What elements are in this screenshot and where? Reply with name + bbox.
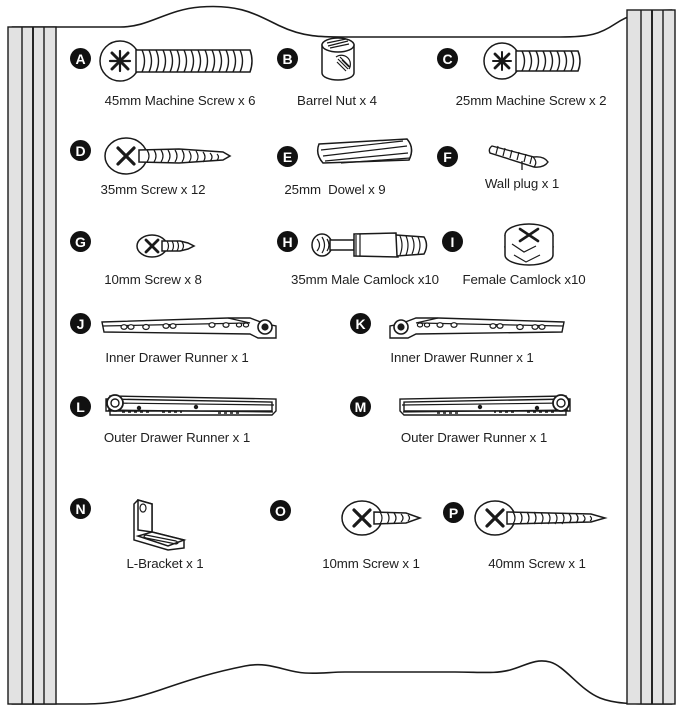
part-label-B: Barrel Nut x 4 bbox=[297, 93, 377, 108]
part-label-F: Wall plug x 1 bbox=[484, 176, 560, 191]
part-badge-P: P bbox=[443, 502, 464, 523]
machine-screw-long-icon bbox=[98, 40, 254, 82]
wood-screw-icon bbox=[103, 137, 231, 175]
part-badge-L: L bbox=[70, 396, 91, 417]
long-wood-screw-icon bbox=[473, 500, 609, 538]
short-wood-screw-icon bbox=[340, 500, 424, 538]
part-badge-G: G bbox=[70, 231, 91, 252]
part-label-E: 25mm Dowel x 9 bbox=[284, 182, 386, 197]
part-label-P: 40mm Screw x 1 bbox=[488, 556, 586, 571]
part-label-K: Inner Drawer Runner x 1 bbox=[390, 350, 534, 365]
inner-drawer-runner-right-icon bbox=[386, 312, 566, 344]
part-badge-C: C bbox=[437, 48, 458, 69]
part-badge-F: F bbox=[437, 146, 458, 167]
part-label-H: 35mm Male Camlock x10 bbox=[291, 272, 439, 287]
part-badge-J: J bbox=[70, 313, 91, 334]
part-label-D: 35mm Screw x 12 bbox=[100, 182, 206, 197]
part-badge-N: N bbox=[70, 498, 91, 519]
right-binding bbox=[627, 10, 675, 704]
short-screw-icon bbox=[136, 232, 196, 260]
dowel-icon bbox=[311, 136, 417, 166]
part-label-I: Female Camlock x10 bbox=[462, 272, 586, 287]
l-bracket-icon bbox=[126, 496, 192, 552]
part-label-G: 10mm Screw x 8 bbox=[104, 272, 202, 287]
inner-drawer-runner-left-icon bbox=[100, 312, 280, 344]
part-badge-H: H bbox=[277, 231, 298, 252]
part-label-C: 25mm Machine Screw x 2 bbox=[455, 93, 607, 108]
machine-screw-short-icon bbox=[482, 42, 582, 80]
part-label-O: 10mm Screw x 1 bbox=[322, 556, 420, 571]
female-camlock-icon bbox=[500, 222, 558, 270]
part-badge-B: B bbox=[277, 48, 298, 69]
part-badge-A: A bbox=[70, 48, 91, 69]
part-badge-E: E bbox=[277, 146, 298, 167]
part-badge-O: O bbox=[270, 500, 291, 521]
part-label-L: Outer Drawer Runner x 1 bbox=[103, 430, 251, 445]
part-label-A: 45mm Machine Screw x 6 bbox=[104, 93, 256, 108]
part-label-M: Outer Drawer Runner x 1 bbox=[400, 430, 548, 445]
part-badge-K: K bbox=[350, 313, 371, 334]
outer-drawer-runner-left-icon bbox=[100, 391, 280, 421]
part-label-N: L-Bracket x 1 bbox=[126, 556, 204, 571]
part-label-J: Inner Drawer Runner x 1 bbox=[105, 350, 249, 365]
part-badge-M: M bbox=[350, 396, 371, 417]
outer-drawer-runner-right-icon bbox=[396, 391, 576, 421]
wall-plug-icon bbox=[486, 137, 558, 171]
part-badge-D: D bbox=[70, 140, 91, 161]
barrel-nut-icon bbox=[318, 33, 358, 83]
left-binding bbox=[8, 27, 56, 704]
part-badge-I: I bbox=[442, 231, 463, 252]
male-camlock-icon bbox=[310, 228, 432, 262]
